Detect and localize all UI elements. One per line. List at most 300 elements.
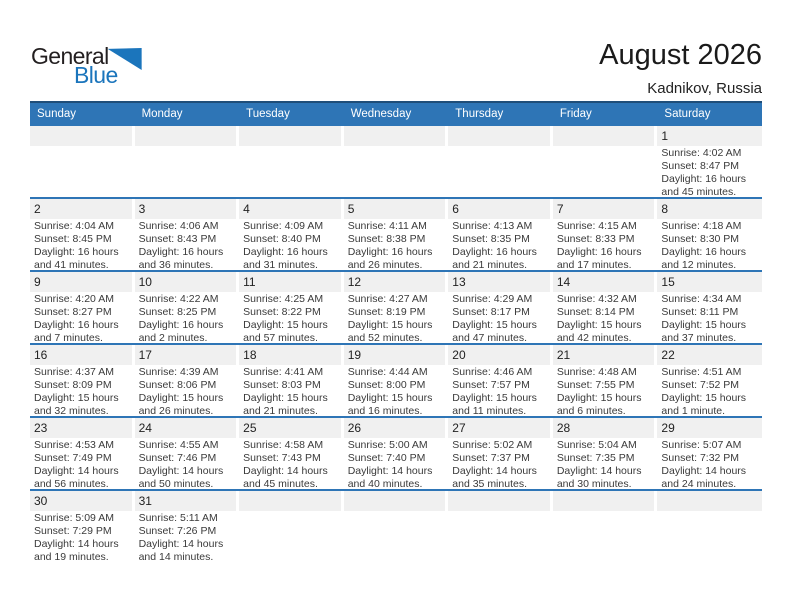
week-row-3 — [30, 272, 762, 345]
day-detail-line: Sunset: 8:06 PM — [138, 379, 217, 391]
day-detail-line: Sunset: 8:40 PM — [243, 233, 321, 245]
day-details — [553, 438, 658, 489]
day-number: 23 — [34, 421, 48, 435]
day-detail-line: and 17 minutes. — [556, 259, 632, 270]
day-detail-line: Sunset: 8:38 PM — [347, 233, 426, 245]
day-details — [448, 146, 553, 147]
day-detail-line: Daylight: 14 hours — [243, 465, 328, 477]
day-detail-line: Sunrise: 4:55 AM — [138, 439, 219, 451]
day-detail-line: Sunrise: 4:27 AM — [347, 293, 428, 305]
day-detail-line: and 31 minutes. — [243, 259, 318, 270]
day-detail-line: and 45 minutes. — [243, 478, 318, 489]
day-detail-line: Sunrise: 4:02 AM — [661, 147, 742, 159]
day-cell-29 — [657, 418, 762, 489]
day-detail-line: and 21 minutes. — [452, 259, 527, 270]
calendar-grid — [30, 101, 762, 564]
day-number: 13 — [452, 275, 466, 289]
day-detail-line: Daylight: 16 hours — [556, 246, 642, 258]
day-details — [448, 292, 553, 343]
day-detail-line: Sunset: 7:46 PM — [138, 452, 217, 464]
day-detail-line: Daylight: 16 hours — [661, 173, 747, 185]
day-cell-15 — [657, 272, 762, 343]
day-number-band — [448, 418, 550, 438]
day-detail-line: Sunrise: 4:48 AM — [556, 366, 637, 378]
day-detail-line: and 7 minutes. — [34, 332, 103, 343]
day-number-band — [135, 491, 237, 511]
day-number-band — [135, 199, 237, 219]
day-detail-line: Daylight: 15 hours — [243, 319, 328, 331]
day-detail-line: Sunrise: 5:04 AM — [556, 439, 637, 451]
day-details — [135, 146, 240, 147]
day-number-band — [135, 418, 237, 438]
day-number: 8 — [661, 202, 669, 216]
day-cell-18 — [239, 345, 344, 416]
day-detail-line: Sunrise: 5:07 AM — [661, 439, 742, 451]
day-number: 28 — [556, 421, 571, 435]
day-detail-line: Sunrise: 4:58 AM — [243, 439, 324, 451]
day-number: 6 — [452, 202, 459, 216]
day-detail-line: Sunrise: 5:00 AM — [347, 439, 428, 451]
day-detail-line: Sunrise: 4:39 AM — [138, 366, 219, 378]
day-detail-line: Sunrise: 4:34 AM — [661, 293, 742, 305]
weekday-header-sunday: Sunday — [37, 108, 77, 120]
day-number-band — [553, 345, 655, 365]
day-details — [657, 511, 762, 512]
day-cell-empty — [344, 491, 449, 564]
day-number-band — [135, 272, 237, 292]
day-detail-line: Sunrise: 4:37 AM — [34, 366, 114, 378]
day-details — [344, 438, 449, 489]
day-detail-line: Daylight: 15 hours — [452, 392, 537, 404]
day-number: 16 — [34, 348, 48, 362]
day-details — [30, 511, 135, 564]
day-detail-line: Daylight: 16 hours — [243, 246, 328, 258]
day-cell-31 — [135, 491, 240, 564]
day-details — [344, 146, 449, 147]
day-number-band — [553, 491, 655, 511]
day-detail-line: Daylight: 14 hours — [138, 538, 224, 550]
day-details — [135, 219, 240, 270]
day-detail-line: Sunrise: 4:29 AM — [452, 293, 533, 305]
day-detail-line: and 52 minutes. — [347, 332, 423, 343]
day-detail-line: Sunrise: 4:04 AM — [34, 220, 114, 232]
week-row-4 — [30, 345, 762, 418]
day-detail-line: Sunset: 8:09 PM — [34, 379, 112, 391]
day-number-band — [344, 126, 446, 146]
day-number-band — [448, 126, 550, 146]
day-detail-line: and 11 minutes. — [452, 405, 527, 416]
day-cell-empty — [553, 126, 658, 197]
day-detail-line: and 50 minutes. — [138, 478, 214, 489]
day-details — [30, 146, 135, 147]
day-details — [239, 146, 344, 147]
day-detail-line: Sunrise: 4:22 AM — [138, 293, 219, 305]
day-cell-10 — [135, 272, 240, 343]
day-detail-line: and 37 minutes. — [661, 332, 737, 343]
day-cell-5 — [344, 199, 449, 270]
day-detail-line: Daylight: 15 hours — [34, 392, 119, 404]
day-details — [135, 292, 240, 343]
day-detail-line: Sunset: 7:40 PM — [347, 452, 426, 464]
day-number: 2 — [34, 202, 41, 216]
day-detail-line: and 16 minutes. — [347, 405, 423, 416]
day-number: 21 — [556, 348, 571, 362]
day-cell-7 — [553, 199, 658, 270]
day-number-band — [657, 272, 762, 292]
day-details — [239, 511, 344, 512]
header-titles — [599, 38, 762, 98]
day-detail-line: Daylight: 14 hours — [34, 465, 119, 477]
day-detail-line: Sunset: 8:14 PM — [556, 306, 635, 318]
week-row-2 — [30, 199, 762, 272]
day-detail-line: and 2 minutes. — [138, 332, 208, 343]
day-cell-27 — [448, 418, 553, 489]
day-details — [657, 365, 762, 416]
day-cell-11 — [239, 272, 344, 343]
day-detail-line: Sunset: 7:43 PM — [243, 452, 321, 464]
day-number: 17 — [138, 348, 152, 362]
day-details — [553, 365, 658, 416]
day-number-band — [553, 272, 655, 292]
day-details — [344, 292, 449, 343]
day-cell-21 — [553, 345, 658, 416]
weeks-container — [30, 126, 762, 564]
day-detail-line: Sunrise: 4:11 AM — [347, 220, 427, 232]
day-details — [239, 292, 344, 343]
day-detail-line: Daylight: 14 hours — [347, 465, 433, 477]
day-number-band — [344, 418, 446, 438]
day-cell-empty — [239, 126, 344, 197]
location-subtitle: Kadnikov, Russia — [647, 80, 762, 97]
day-details — [135, 511, 240, 564]
day-cell-22 — [657, 345, 762, 416]
day-details — [448, 438, 553, 489]
day-cell-empty — [344, 126, 449, 197]
day-details — [657, 146, 762, 197]
day-number-band — [30, 126, 132, 146]
day-number-band — [448, 345, 550, 365]
day-number: 22 — [661, 348, 675, 362]
day-detail-line: and 6 minutes. — [556, 405, 626, 416]
day-number: 25 — [243, 421, 257, 435]
day-number-band — [344, 345, 446, 365]
day-details — [344, 511, 449, 512]
day-detail-line: and 12 minutes. — [661, 259, 737, 270]
day-number: 15 — [661, 275, 675, 289]
day-details — [135, 438, 240, 489]
weekday-header-wednesday: Wednesday — [350, 108, 412, 120]
day-cell-6 — [448, 199, 553, 270]
day-cell-empty — [239, 491, 344, 564]
day-number-band — [657, 491, 762, 511]
day-detail-line: Daylight: 16 hours — [138, 319, 224, 331]
day-detail-line: and 21 minutes. — [243, 405, 318, 416]
day-number-band — [553, 418, 655, 438]
day-cell-14 — [553, 272, 658, 343]
day-detail-line: Sunset: 8:19 PM — [347, 306, 426, 318]
day-number: 7 — [556, 202, 564, 216]
day-cell-4 — [239, 199, 344, 270]
day-number-band — [239, 199, 341, 219]
day-detail-line: Sunrise: 4:06 AM — [138, 220, 219, 232]
month-title: August 2026 — [599, 39, 762, 71]
day-detail-line: Daylight: 14 hours — [556, 465, 642, 477]
weekday-header-row — [30, 101, 762, 126]
day-number: 4 — [243, 202, 250, 216]
day-detail-line: Sunrise: 5:02 AM — [452, 439, 533, 451]
day-number-band — [553, 126, 655, 146]
day-cell-23 — [30, 418, 135, 489]
day-cell-12 — [344, 272, 449, 343]
day-detail-line: Daylight: 15 hours — [556, 319, 642, 331]
day-detail-line: Sunset: 8:25 PM — [138, 306, 217, 318]
day-number-band — [239, 491, 341, 511]
day-number-band — [657, 199, 762, 219]
day-detail-line: Daylight: 16 hours — [452, 246, 537, 258]
day-cell-26 — [344, 418, 449, 489]
day-detail-line: Sunset: 7:26 PM — [138, 525, 217, 537]
day-cell-empty — [135, 126, 240, 197]
day-number-band — [30, 491, 132, 511]
day-number-band — [239, 418, 341, 438]
day-detail-line: Daylight: 14 hours — [661, 465, 747, 477]
day-detail-line: Sunset: 8:47 PM — [661, 160, 740, 172]
day-cell-19 — [344, 345, 449, 416]
day-number-band — [135, 126, 237, 146]
day-details — [553, 146, 658, 147]
day-detail-line: Sunset: 7:35 PM — [556, 452, 635, 464]
day-details — [30, 438, 135, 489]
day-number: 19 — [347, 348, 362, 362]
day-detail-line: Sunset: 8:03 PM — [243, 379, 321, 391]
day-detail-line: Sunset: 7:52 PM — [661, 379, 740, 391]
week-row-6 — [30, 491, 762, 564]
day-number-band — [448, 272, 550, 292]
day-detail-line: and 47 minutes. — [452, 332, 527, 343]
weekday-header-friday: Friday — [559, 108, 592, 120]
day-detail-line: and 57 minutes. — [243, 332, 318, 343]
general-blue-logo — [31, 44, 151, 86]
day-detail-line: Daylight: 16 hours — [34, 319, 119, 331]
day-details — [657, 292, 762, 343]
weekday-header-saturday: Saturday — [664, 108, 711, 120]
day-detail-line: Sunset: 8:22 PM — [243, 306, 321, 318]
day-number-band — [657, 126, 762, 146]
day-cell-1 — [657, 126, 762, 197]
day-number: 12 — [347, 275, 362, 289]
day-number: 30 — [34, 494, 48, 508]
day-cell-13 — [448, 272, 553, 343]
day-detail-line: Daylight: 15 hours — [661, 392, 747, 404]
logo-text-blue: Blue — [74, 62, 118, 88]
day-detail-line: Sunrise: 4:41 AM — [243, 366, 324, 378]
day-detail-line: Sunrise: 4:15 AM — [556, 220, 637, 232]
weekday-header-thursday: Thursday — [455, 108, 504, 120]
day-number-band — [239, 126, 341, 146]
day-detail-line: Sunset: 8:35 PM — [452, 233, 530, 245]
day-detail-line: Daylight: 15 hours — [347, 392, 433, 404]
day-cell-16 — [30, 345, 135, 416]
day-number: 26 — [347, 421, 362, 435]
day-detail-line: Sunset: 8:27 PM — [34, 306, 112, 318]
day-detail-line: and 14 minutes. — [138, 551, 214, 563]
day-number-band — [30, 272, 132, 292]
day-detail-line: Sunrise: 4:32 AM — [556, 293, 637, 305]
day-detail-line: and 19 minutes. — [34, 551, 109, 563]
day-detail-line: and 1 minute. — [661, 405, 726, 416]
day-cell-3 — [135, 199, 240, 270]
day-cell-empty — [553, 491, 658, 564]
day-detail-line: and 26 minutes. — [347, 259, 423, 270]
day-detail-line: Daylight: 14 hours — [138, 465, 224, 477]
day-detail-line: Daylight: 15 hours — [243, 392, 328, 404]
day-details — [553, 292, 658, 343]
day-cell-empty — [448, 491, 553, 564]
day-details — [135, 365, 240, 416]
day-details — [239, 438, 344, 489]
week-row-5 — [30, 418, 762, 491]
day-detail-line: Sunset: 8:00 PM — [347, 379, 426, 391]
day-details — [30, 292, 135, 343]
day-detail-line: Sunrise: 4:51 AM — [661, 366, 742, 378]
day-detail-line: and 41 minutes. — [34, 259, 109, 270]
day-details — [448, 219, 553, 270]
day-number: 11 — [243, 275, 256, 289]
day-details — [657, 219, 762, 270]
day-detail-line: Daylight: 16 hours — [661, 246, 747, 258]
day-detail-line: Daylight: 16 hours — [138, 246, 224, 258]
day-detail-line: Sunset: 7:55 PM — [556, 379, 635, 391]
day-details — [553, 219, 658, 270]
day-detail-line: Sunset: 8:17 PM — [452, 306, 530, 318]
day-detail-line: Sunrise: 4:44 AM — [347, 366, 428, 378]
day-detail-line: Sunset: 8:30 PM — [661, 233, 740, 245]
day-number-band — [30, 345, 132, 365]
day-detail-line: Sunrise: 4:09 AM — [243, 220, 324, 232]
day-detail-line: Sunrise: 4:13 AM — [452, 220, 533, 232]
day-detail-line: Sunrise: 4:20 AM — [34, 293, 114, 305]
day-detail-line: Sunrise: 4:18 AM — [661, 220, 742, 232]
day-details — [239, 219, 344, 270]
day-cell-empty — [30, 126, 135, 197]
day-detail-line: Sunset: 7:29 PM — [34, 525, 112, 537]
day-detail-line: Sunrise: 4:46 AM — [452, 366, 533, 378]
day-cell-20 — [448, 345, 553, 416]
day-cell-9 — [30, 272, 135, 343]
day-details — [553, 511, 658, 512]
day-detail-line: and 32 minutes. — [34, 405, 109, 416]
day-detail-line: Daylight: 15 hours — [661, 319, 747, 331]
day-details — [344, 365, 449, 416]
day-number: 5 — [347, 202, 355, 216]
day-number-band — [657, 418, 762, 438]
day-number-band — [135, 345, 237, 365]
day-detail-line: and 24 minutes. — [661, 478, 737, 489]
day-detail-line: Daylight: 14 hours — [34, 538, 119, 550]
day-detail-line: Sunset: 7:32 PM — [661, 452, 740, 464]
day-detail-line: and 30 minutes. — [556, 478, 632, 489]
day-number: 24 — [138, 421, 152, 435]
day-number-band — [239, 345, 341, 365]
day-detail-line: Sunset: 8:11 PM — [661, 306, 739, 318]
day-cell-empty — [448, 126, 553, 197]
day-detail-line: and 36 minutes. — [138, 259, 214, 270]
day-details — [30, 365, 135, 416]
day-detail-line: and 40 minutes. — [347, 478, 423, 489]
day-number-band — [344, 272, 446, 292]
day-detail-line: Sunset: 7:49 PM — [34, 452, 112, 464]
day-number: 9 — [34, 275, 41, 289]
day-detail-line: and 45 minutes. — [661, 186, 737, 197]
day-cell-24 — [135, 418, 240, 489]
day-number: 18 — [243, 348, 257, 362]
day-details — [448, 511, 553, 512]
day-detail-line: Sunset: 7:57 PM — [452, 379, 530, 391]
day-number-band — [448, 199, 550, 219]
day-details — [30, 219, 135, 270]
day-detail-line: Sunrise: 5:11 AM — [138, 512, 218, 524]
day-number: 29 — [661, 421, 675, 435]
day-number: 20 — [452, 348, 466, 362]
day-detail-line: and 42 minutes. — [556, 332, 632, 343]
day-cell-2 — [30, 199, 135, 270]
day-detail-line: and 35 minutes. — [452, 478, 527, 489]
day-detail-line: and 56 minutes. — [34, 478, 109, 489]
day-detail-line: and 26 minutes. — [138, 405, 214, 416]
day-cell-28 — [553, 418, 658, 489]
day-detail-line: Sunset: 7:37 PM — [452, 452, 530, 464]
week-row-1 — [30, 126, 762, 199]
day-number: 31 — [138, 494, 152, 508]
day-detail-line: Sunset: 8:43 PM — [138, 233, 217, 245]
day-number-band — [448, 491, 550, 511]
day-detail-line: Sunset: 8:33 PM — [556, 233, 635, 245]
day-number-band — [344, 491, 446, 511]
day-details — [239, 365, 344, 416]
day-details — [344, 219, 449, 270]
day-detail-line: Sunrise: 5:09 AM — [34, 512, 114, 524]
day-number-band — [657, 345, 762, 365]
day-detail-line: Sunrise: 4:25 AM — [243, 293, 324, 305]
day-detail-line: Daylight: 15 hours — [452, 319, 537, 331]
weekday-header-monday: Monday — [141, 108, 183, 120]
day-cell-empty — [657, 491, 762, 564]
day-number: 27 — [452, 421, 466, 435]
day-number: 10 — [138, 275, 152, 289]
day-number: 1 — [661, 129, 669, 143]
day-detail-line: Daylight: 15 hours — [347, 319, 433, 331]
day-number-band — [239, 272, 341, 292]
day-number-band — [30, 199, 132, 219]
day-number: 3 — [138, 202, 146, 216]
day-detail-line: Daylight: 15 hours — [138, 392, 224, 404]
day-cell-17 — [135, 345, 240, 416]
day-cell-25 — [239, 418, 344, 489]
logo-text-general: General — [31, 43, 109, 69]
day-detail-line: Daylight: 16 hours — [347, 246, 433, 258]
day-detail-line: Daylight: 15 hours — [556, 392, 642, 404]
day-details — [657, 438, 762, 489]
day-detail-line: Sunset: 8:45 PM — [34, 233, 112, 245]
day-detail-line: Daylight: 16 hours — [34, 246, 119, 258]
day-detail-line: Sunrise: 4:53 AM — [34, 439, 114, 451]
day-number: 14 — [556, 275, 571, 289]
day-detail-line: Daylight: 14 hours — [452, 465, 537, 477]
day-number-band — [30, 418, 132, 438]
day-number-band — [344, 199, 446, 219]
day-cell-8 — [657, 199, 762, 270]
day-details — [448, 365, 553, 416]
